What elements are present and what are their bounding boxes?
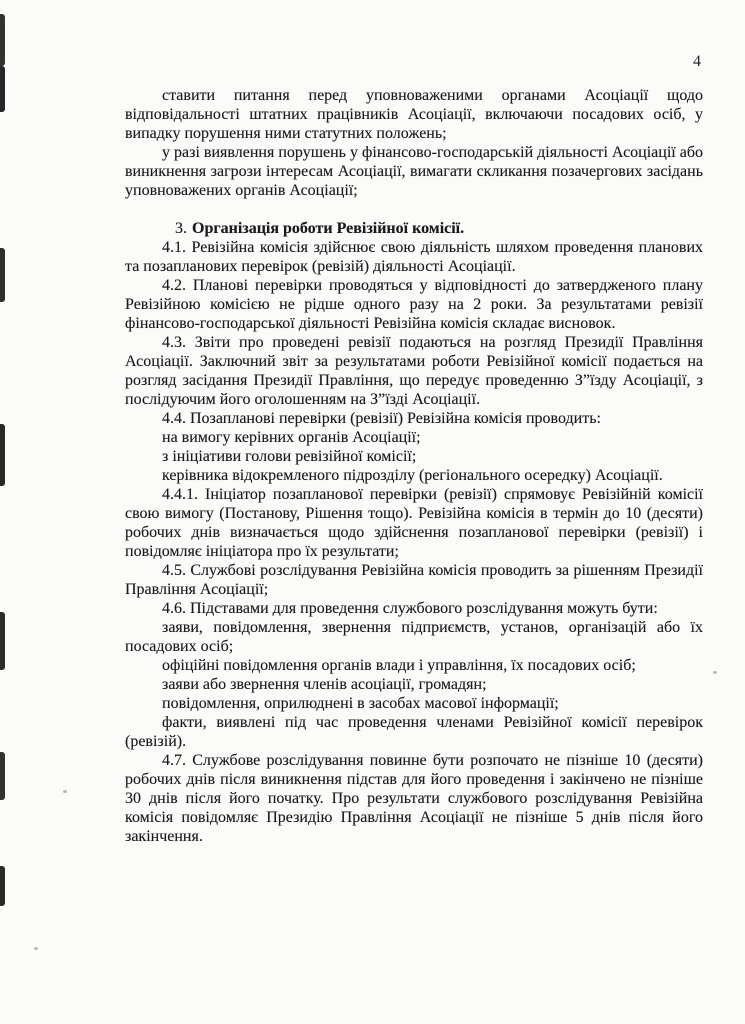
scan-edge-blob [0,612,5,670]
paragraph-clause-4-6-item-4: повідомлення, оприлюднені в засобах масової інформації; [162,695,559,712]
scan-edge-blob [0,752,5,800]
section-heading-title: Організація роботи Ревізійної комісії. [192,220,465,237]
paragraph-clause-4-4-item-3: керівника відокремленого підрозділу (регіонального осередку) Асоціації. [162,467,663,484]
paragraph-clause-4-4-1: 4.4.1. Ініціатор позапланової перевірки (ревізії) спрямовує Ревізійній комісії свою вимогу (Постанову, Рішення тощо). Ревізійна комісія в термін до 10 (десяти) робочих днів визначається щодо здійснення позапланової перевірки (ревізії) і повідомляє ініціатора про їх результати; [125,486,703,560]
paragraph-clause-4-6-item-1: заяви, повідомлення, звернення підприємств, установ, організацій або їх посадових осіб; [125,619,703,655]
scan-edge-blob [0,866,5,906]
paragraph-clause-4-6: 4.6. Підставами для проведення службового розслідування можуть бути: [162,600,658,617]
paragraph-clause-4-2: 4.2. Планові перевірки проводяться у відповідності до затвердженого плану Ревізійною комісією не рідше одного разу на 2 роки. За результатами ревізії фінансово-господарської діяльності Ревізійна комісія складає висновок. [125,277,703,332]
paragraph-clause-4-4-item-2: з ініціативи голови ревізійної комісії; [162,448,417,465]
document-text-block [125,86,703,846]
scan-edge-blob [0,14,5,66]
paragraph-clause-4-6-item-3: заяви або звернення членів асоціації, громадян; [162,676,487,693]
paragraph-clause-4-4: 4.4. Позапланові перевірки (ревізії) Ревізійна комісія проводить: [162,410,601,427]
paragraph-clause-4-6-item-5: факти, виявлені під час проведення членами Ревізійної комісії перевірок (ревізій). [125,714,703,750]
scan-edge-blob [0,424,5,486]
paragraph-clause-4-6-item-2: офіційні повідомлення органів влади і управління, їх посадових осіб; [162,657,636,674]
section-heading [125,219,703,238]
page-number: 4 [693,53,701,70]
paragraph-clause-4-1: 4.1. Ревізійна комісія здійснює свою діяльність шляхом проведення планових та позапланових перевірок (ревізій) діяльності Асоціації. [125,239,703,275]
scan-edge-blob [0,66,5,112]
paragraph-clause-4-5: 4.5. Службові розслідування Ревізійна комісія проводить за рішенням Президії Правління Асоціації; [125,562,703,598]
paragraph-clause-4-4-item-1: на вимогу керівних органів Асоціації; [162,429,421,446]
scan-speck [34,947,38,950]
section-heading-number: 3. [175,220,187,237]
paragraph-clause-4-7: 4.7. Службове розслідування повинне бути розпочато не пізніше 10 (десяти) робочих днів після виникнення підстав для його проведення і закінчено не пізніше 30 днів після його початку. Про результати службового розслідування Ревізійна комісія повідомляє Президію Правління Асоціації не пізніше 5 днів після його закінчення. [125,752,703,845]
paragraph-clause-extraordinary-meetings: у разі виявлення порушень у фінансово-господарській діяльності Асоціації або виникнення загрози інтересам Асоціації, вимагати скликання позачергових засідань уповноважених органів Асоціації; [125,144,703,199]
scan-speck [63,790,67,793]
paragraph-clause-liability: ставити питання перед уповноваженими органами Асоціації щодо відповідальності штатних працівників Асоціації, включаючи посадових осіб, у випадку порушення ними статутних положень; [125,87,703,142]
paragraph-clause-4-3: 4.3. Звіти про проведені ревізії подаються на розгляд Президії Правління Асоціації. Заключний звіт за результатами роботи Ревізійної комісії подається на розгляд засідання Президії Правління, що передує проведенню З”їзду Асоціації, з послідуючим його оголошенням на З”їзді Асоціації. [125,334,703,408]
scan-edge-blob [0,248,5,302]
scan-speck [713,671,717,674]
